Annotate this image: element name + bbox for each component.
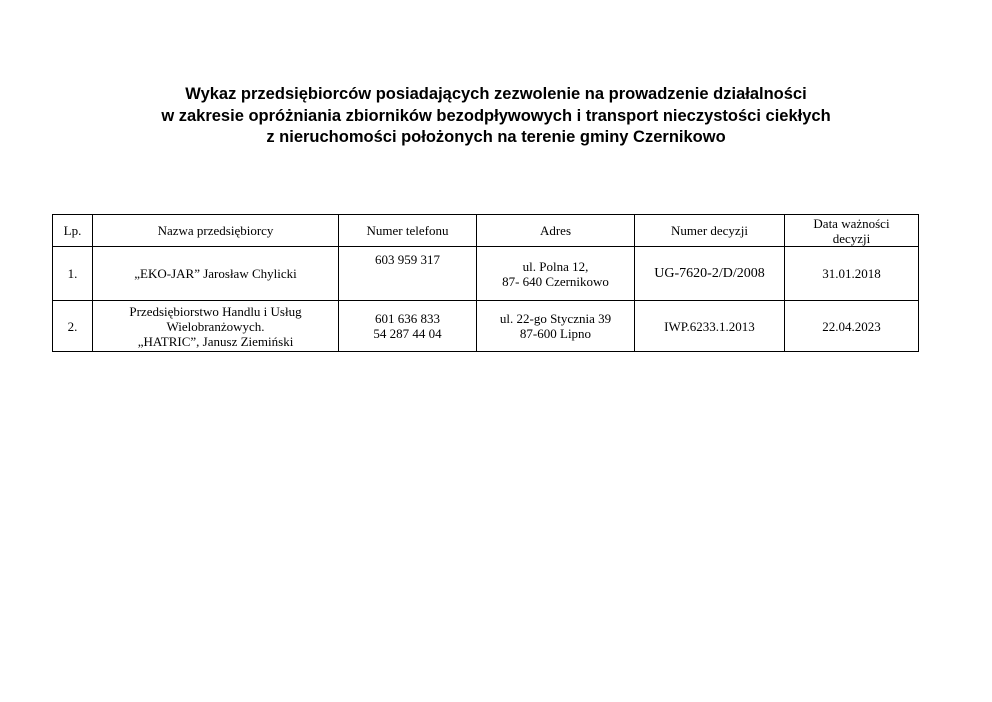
- header-validity: [785, 215, 919, 247]
- phone-line: 54 287 44 04: [373, 326, 442, 341]
- document-title: [0, 84, 992, 149]
- header-lp: Lp.: [53, 215, 93, 247]
- table-row: [53, 247, 919, 301]
- cell-name: [93, 301, 339, 352]
- phone-line: 601 636 833: [375, 311, 440, 326]
- cell-name: [93, 247, 339, 301]
- title-line: w zakresie opróżniania zbiorników bezodpływowych i transport nieczystości ciekłych: [161, 106, 831, 125]
- title-line: Wykaz przedsiębiorców posiadających zezwolenie na prowadzenie działalności: [185, 85, 807, 103]
- cell-validity: 22.04.2023: [785, 301, 919, 352]
- cell-decision: IWP.6233.1.2013: [635, 301, 785, 352]
- header-phone: Numer telefonu: [339, 215, 477, 247]
- cell-lp: 1.: [53, 247, 93, 301]
- title-line: z nieruchomości położonych na terenie gminy Czernikowo: [266, 128, 726, 146]
- address-line: 87- 640 Czernikowo: [502, 273, 609, 289]
- table-row: [53, 301, 919, 352]
- cell-phone: [339, 247, 477, 301]
- header-validity-line: Data ważności: [813, 215, 890, 231]
- name-line: „EKO-JAR” Jarosław Chylicki: [134, 266, 297, 281]
- header-name: Nazwa przedsiębiorcy: [93, 215, 339, 247]
- header-address: Adres: [477, 215, 635, 247]
- header-validity-line: decyzji: [832, 230, 871, 246]
- header-decision: Numer decyzji: [635, 215, 785, 247]
- phone-line: 603 959 317: [375, 252, 440, 267]
- cell-address: [477, 247, 635, 301]
- address-line: 87-600 Lipno: [519, 326, 592, 341]
- address-line: ul. 22-go Stycznia 39: [499, 311, 612, 326]
- cell-decision: UG-7620-2/D/2008: [635, 247, 785, 301]
- cell-validity: 31.01.2018: [785, 247, 919, 301]
- cell-phone: [339, 301, 477, 352]
- name-line: Przedsiębiorstwo Handlu i Usług: [129, 303, 302, 319]
- name-line: Wielobranżowych.: [166, 318, 265, 334]
- table-header-row: [53, 215, 919, 247]
- address-line: ul. Polna 12,: [522, 258, 589, 274]
- cell-lp: 2.: [53, 301, 93, 352]
- cell-address: [477, 301, 635, 352]
- name-line: „HATRIC”, Janusz Ziemiński: [137, 333, 294, 349]
- entrepreneurs-table: [52, 214, 919, 352]
